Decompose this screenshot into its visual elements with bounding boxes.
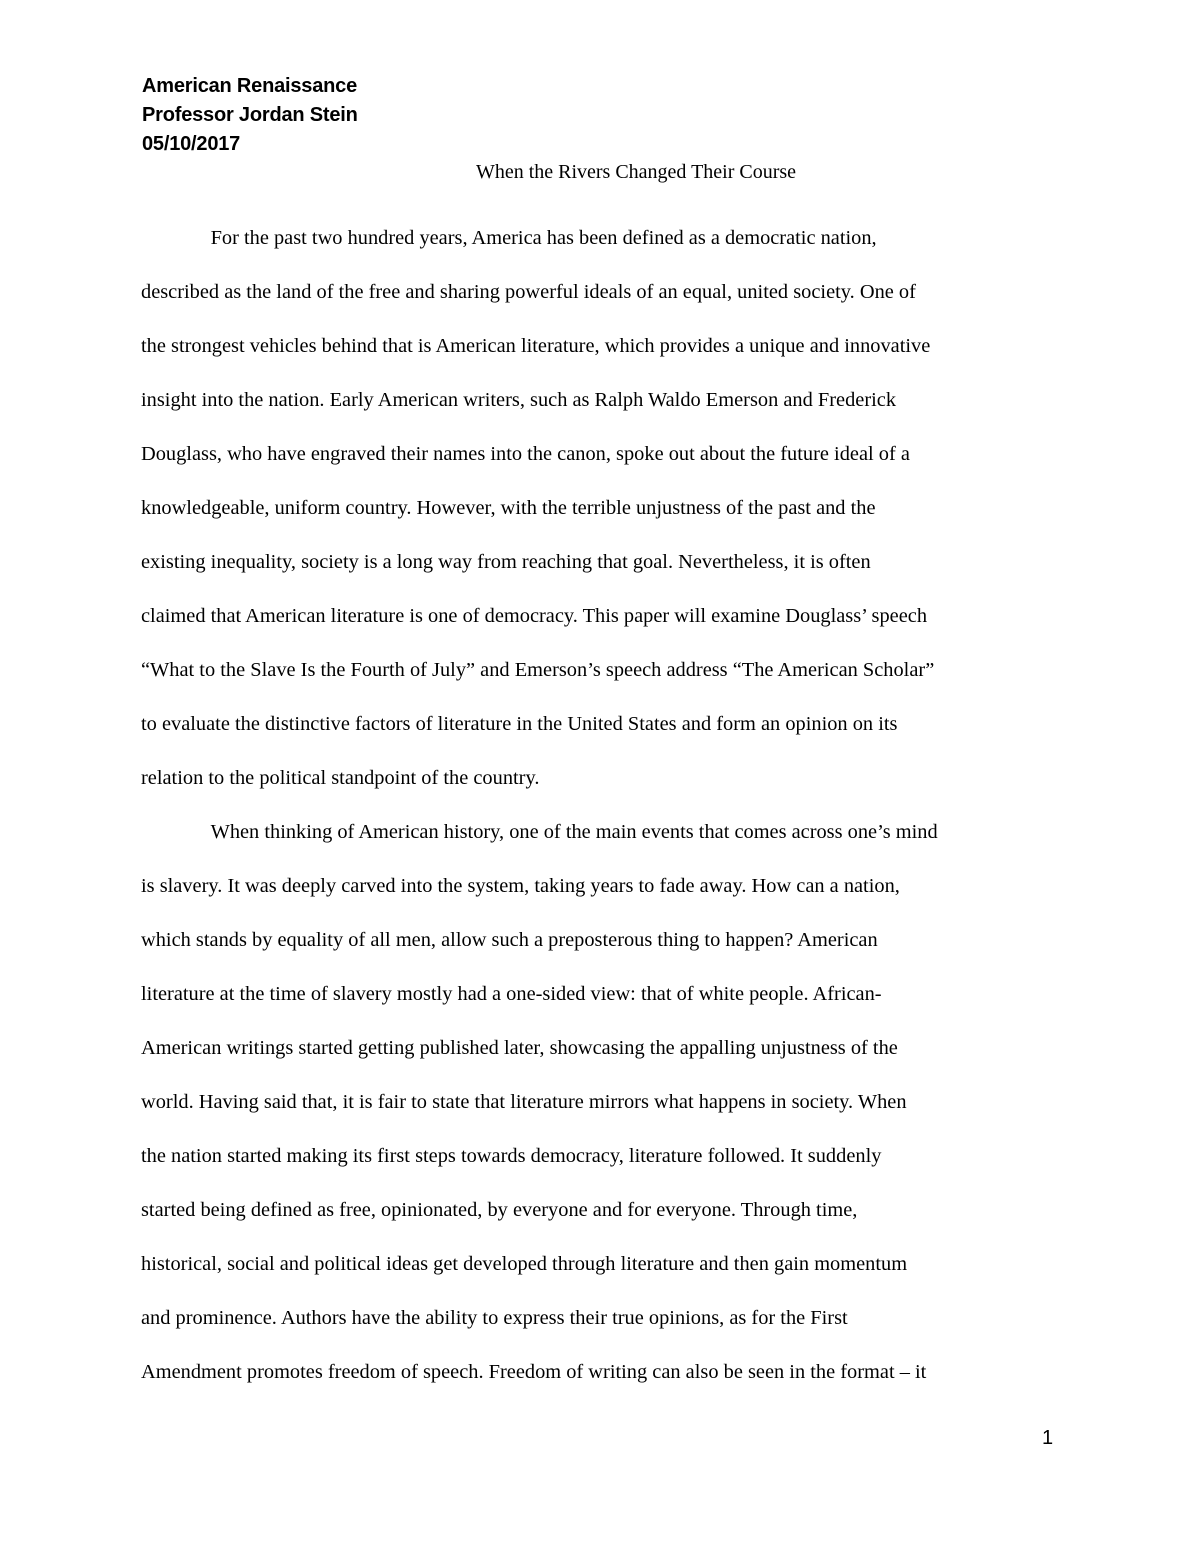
paragraph-line: American writings started getting published later, showcasing the appalling unjustness of the xyxy=(141,1037,898,1059)
paragraph-line: historical, social and political ideas get developed through literature and then gain momentum xyxy=(141,1253,908,1275)
paragraph-line: existing inequality, society is a long way from reaching that goal. Nevertheless, it is often xyxy=(141,551,871,573)
paragraph-line: insight into the nation. Early American writers, such as Ralph Waldo Emerson and Frederick xyxy=(141,389,897,411)
paragraph-2 xyxy=(141,805,1061,1399)
paragraph-line: “What to the Slave Is the Fourth of July” and Emerson’s speech address “The American Scholar” xyxy=(141,659,935,681)
paragraph-line: is slavery. It was deeply carved into the system, taking years to fade away. How can a nation, xyxy=(141,875,900,897)
paragraph-line: For the past two hundred years, America has been defined as a democratic nation, xyxy=(210,227,877,249)
essay-body xyxy=(141,211,1061,1399)
paragraph-line: to evaluate the distinctive factors of literature in the United States and form an opinion on its xyxy=(141,713,898,735)
paragraph-line: world. Having said that, it is fair to state that literature mirrors what happens in society. When xyxy=(141,1091,907,1113)
paragraph-line: literature at the time of slavery mostly had a one-sided view: that of white people. African- xyxy=(141,983,882,1005)
professor-name: Professor Jordan Stein xyxy=(142,104,358,126)
document-header xyxy=(142,72,358,159)
page-number: 1 xyxy=(1042,1427,1054,1449)
paragraph-line: Amendment promotes freedom of speech. Freedom of writing can also be seen in the format – it xyxy=(141,1361,927,1383)
course-name: American Renaissance xyxy=(142,75,358,97)
document-date: 05/10/2017 xyxy=(142,133,241,155)
paragraph-line: When thinking of American history, one of the main events that comes across one’s mind xyxy=(210,821,938,843)
paragraph-line: and prominence. Authors have the ability to express their true opinions, as for the First xyxy=(141,1307,848,1329)
paragraph-line: described as the land of the free and sharing powerful ideals of an equal, united society. One of xyxy=(141,281,916,303)
paragraph-line: which stands by equality of all men, allow such a preposterous thing to happen? American xyxy=(141,929,878,951)
paragraph-line: the nation started making its first steps towards democracy, literature followed. It suddenly xyxy=(141,1145,882,1167)
paragraph-line: relation to the political standpoint of the country. xyxy=(141,767,540,789)
paragraph-1 xyxy=(141,211,1061,805)
paragraph-line: knowledgeable, uniform country. However, with the terrible unjustness of the past and the xyxy=(141,497,876,519)
paragraph-line: Douglass, who have engraved their names into the canon, spoke out about the future ideal of a xyxy=(141,443,910,465)
paragraph-line: the strongest vehicles behind that is American literature, which provides a unique and innovative xyxy=(141,335,931,357)
essay-title: When the Rivers Changed Their Course xyxy=(475,161,797,183)
paragraph-line: started being defined as free, opinionated, by everyone and for everyone. Through time, xyxy=(141,1199,858,1221)
paragraph-line: claimed that American literature is one of democracy. This paper will examine Douglass’ speech xyxy=(141,605,928,627)
